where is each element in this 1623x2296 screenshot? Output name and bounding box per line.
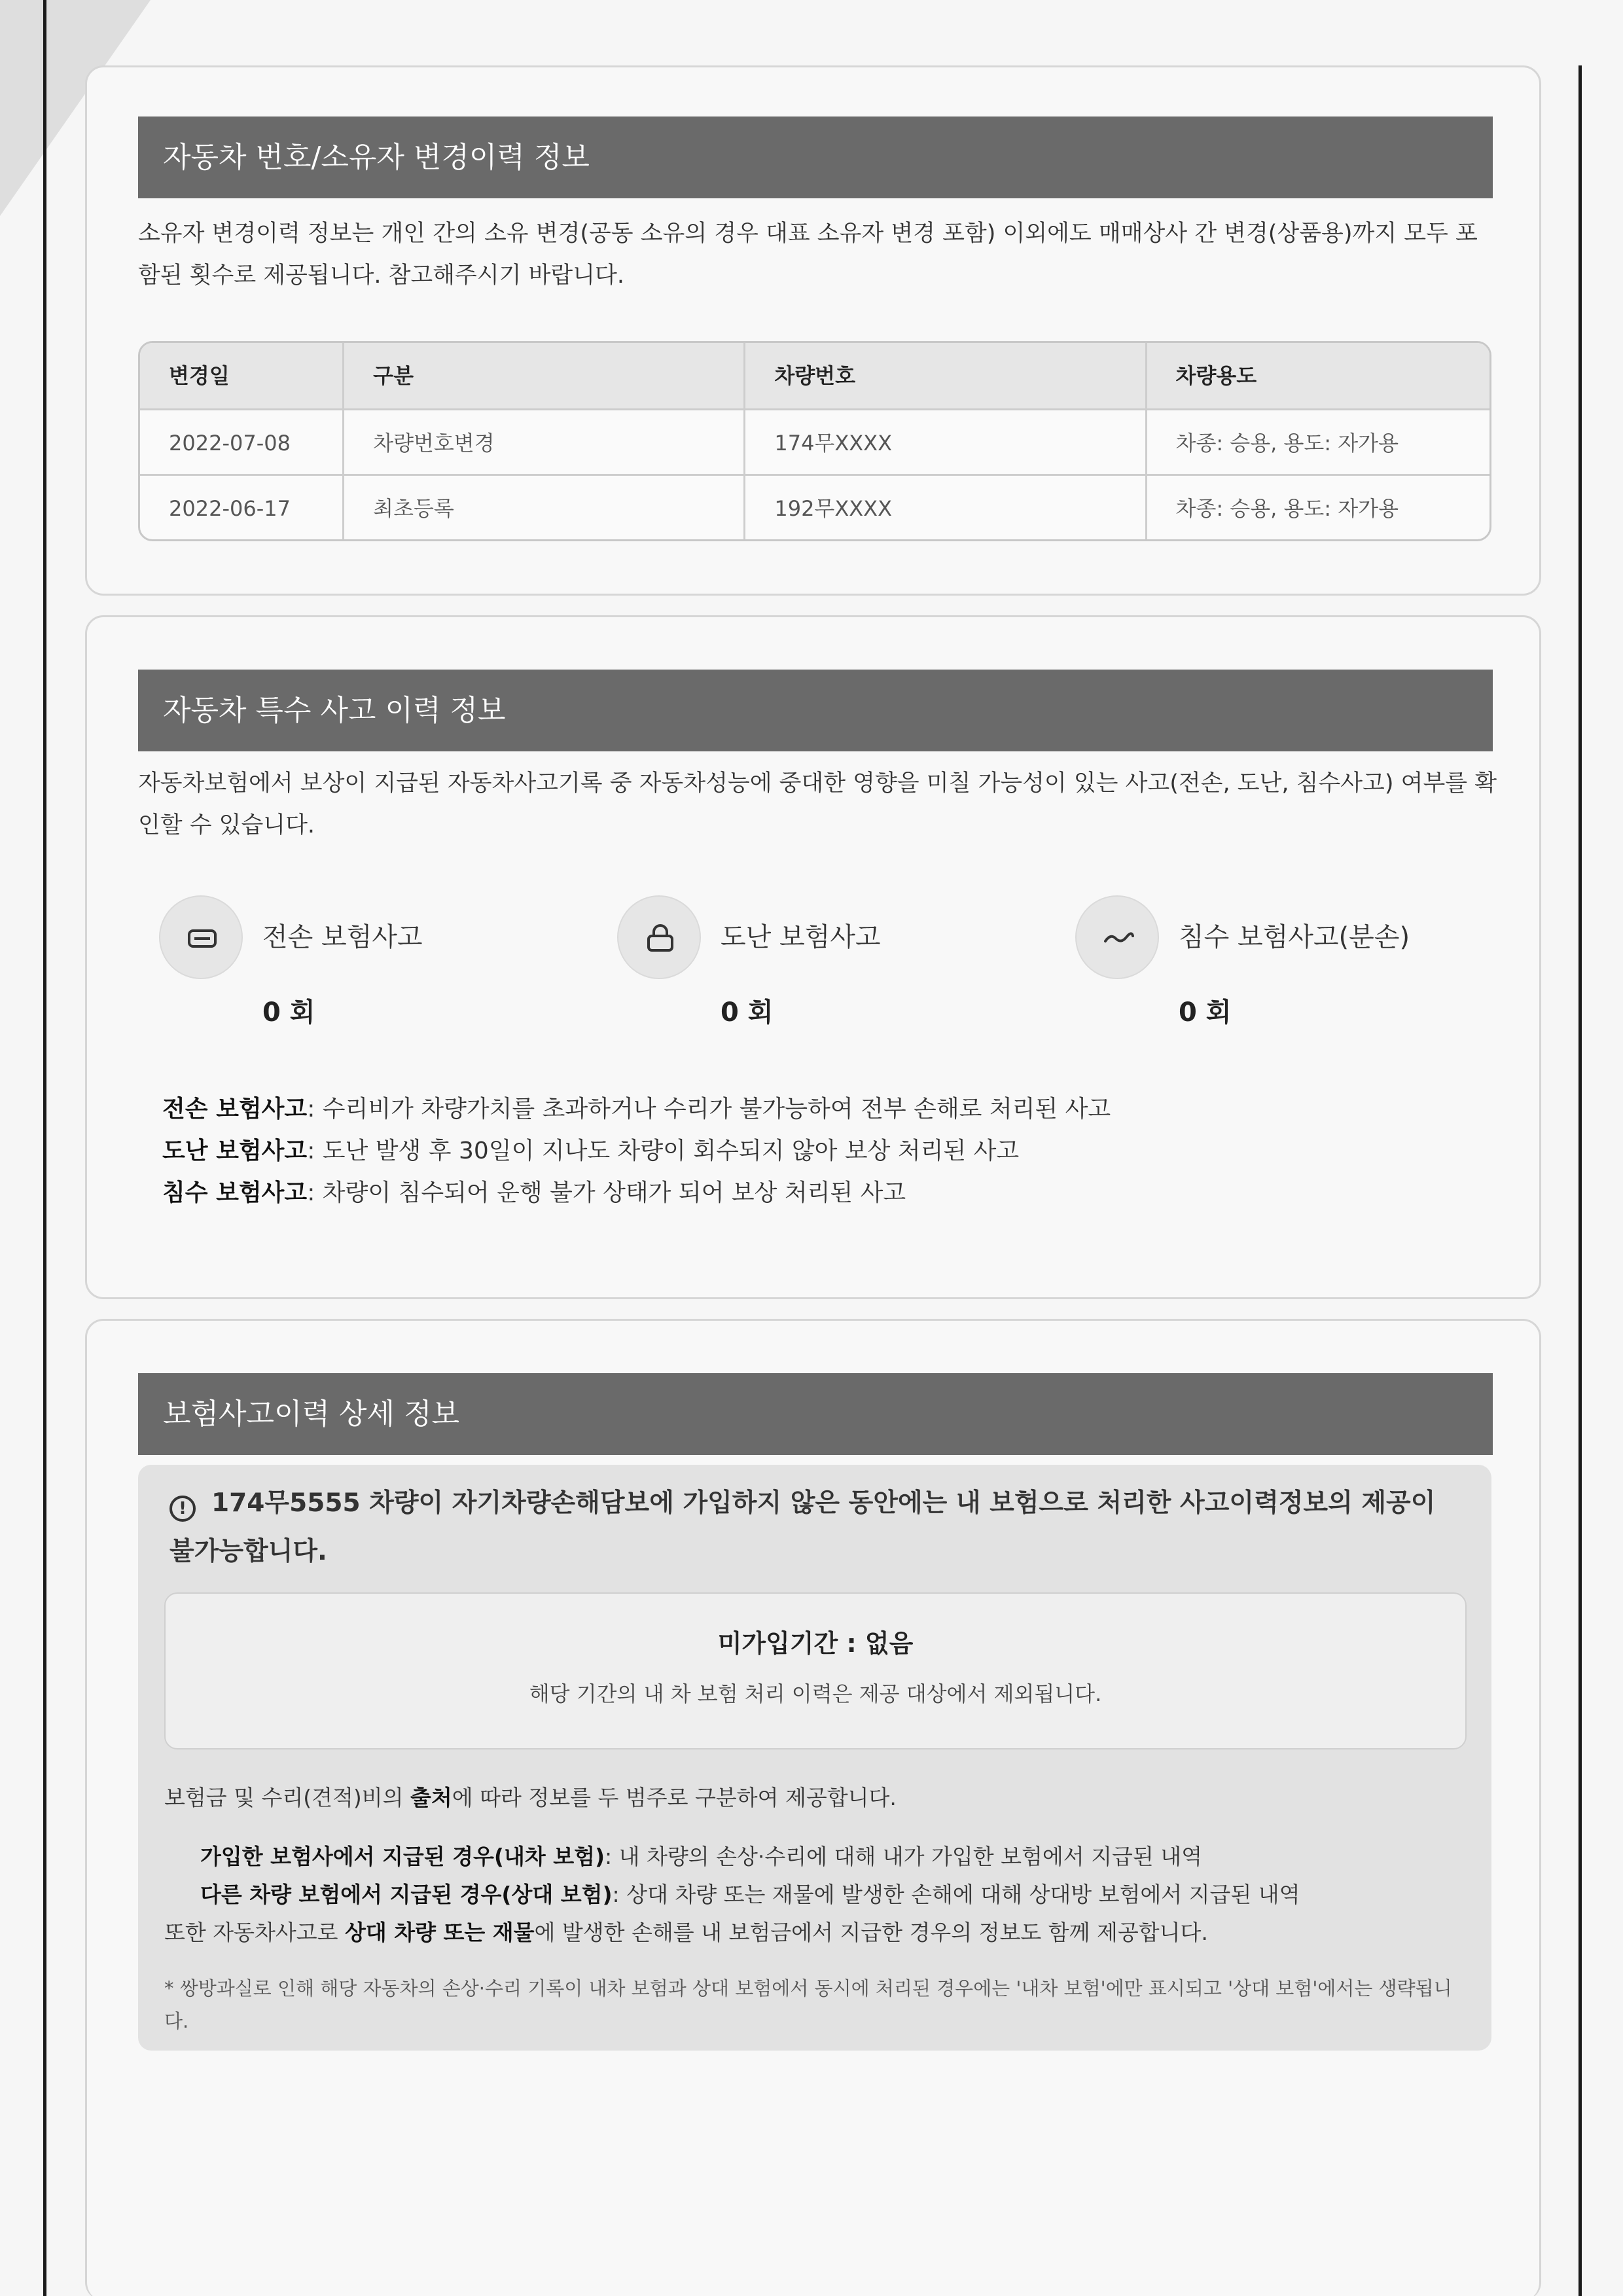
scan-edge-right	[1578, 65, 1582, 2296]
card-icon	[159, 895, 243, 979]
accident-label: 도난 보험사고	[721, 922, 881, 952]
definition-term: 전손 보험사고	[162, 1096, 308, 1122]
text: : 상대 차량 또는 재물에 발생한 손해에 대해 상대방 보험에서 지급된 내역	[612, 1882, 1300, 1907]
accident-label: 전손 보험사고	[262, 922, 423, 952]
flood-item	[1075, 895, 1494, 1066]
table-cell: 차종: 승용, 용도: 자가용	[1145, 476, 1489, 539]
theft-item	[617, 895, 1036, 1066]
source-paragraph	[164, 1779, 1473, 1817]
ownership-table	[138, 341, 1491, 541]
accident-count: 0 회	[1179, 997, 1232, 1028]
additional-paragraph	[164, 1914, 1473, 1952]
column-header: 차량번호	[743, 343, 1145, 408]
text-bold: 다른 차량 보험에서 지급된 경우(상대 보험)	[200, 1882, 613, 1907]
column-header: 변경일	[169, 363, 230, 388]
table-cell: 차량번호변경	[342, 410, 743, 474]
lock-icon	[617, 895, 701, 979]
section-title: 자동차 번호/소유자 변경이력 정보	[138, 117, 1493, 198]
table-row	[140, 408, 1489, 474]
scan-edge-left	[43, 0, 46, 2296]
text: : 내 차량의 손상·수리에 대해 내가 가입한 보험에서 지급된 내역	[605, 1844, 1203, 1869]
table-cell: 최초등록	[342, 476, 743, 539]
text: 또한 자동차사고로	[164, 1920, 346, 1945]
section-description: 소유자 변경이력 정보는 개인 간의 소유 변경(공동 소유의 경우 대표 소유자 변경 포함) 이외에도 매매상사 간 변경(상품용)까지 모두 포함된 횟수로 제공됩니다. 참고해주시기 바랍니다.	[138, 221, 1478, 289]
column-header: 구분	[342, 343, 743, 408]
table-cell: 2022-06-17	[169, 496, 291, 521]
column-header: 차량용도	[1145, 343, 1489, 408]
table-cell: 192무XXXX	[743, 476, 1145, 539]
insurance-detail-card	[85, 1319, 1541, 2296]
definition-term: 침수 보험사고	[162, 1179, 308, 1206]
uninsured-period-box	[164, 1592, 1467, 1749]
section-title: 보험사고이력 상세 정보	[138, 1373, 1493, 1455]
notice-text	[169, 1479, 1452, 1576]
ownership-history-card	[85, 65, 1541, 596]
text: 보험금 및 수리(견적)비의	[164, 1785, 410, 1810]
definition-text: : 도난 발생 후 30일이 지나도 차량이 회수되지 않아 보상 처리된 사고	[307, 1138, 1020, 1164]
info-icon: !	[169, 1496, 196, 1522]
definition-item	[162, 1088, 1111, 1130]
own-insurance-item	[200, 1838, 1509, 1876]
definitions-list	[162, 1088, 1111, 1214]
detail-panel	[138, 1465, 1491, 2051]
text: 에 따라 정보를 두 범주로 구분하여 제공합니다.	[452, 1785, 897, 1810]
accident-count: 0 회	[262, 997, 315, 1028]
table-cell: 174무XXXX	[743, 410, 1145, 474]
accident-label: 침수 보험사고(분손)	[1179, 922, 1410, 952]
section-description: 자동차보험에서 보상이 지급된 자동차사고기록 중 자동차성능에 중대한 영향을 미칠 가능성이 있는 사고(전손, 도난, 침수사고) 여부를 확인할 수 있습니다.	[138, 770, 1497, 838]
table-header-row	[140, 343, 1489, 408]
text-bold: 상대 차량 또는 재물	[345, 1920, 535, 1945]
text: 에 발생한 손해를 내 보험금에서 지급한 경우의 정보도 함께 제공합니다.	[534, 1920, 1208, 1945]
definition-item	[162, 1130, 1111, 1172]
text-bold: 출처	[410, 1785, 452, 1810]
total-loss-item	[159, 895, 578, 1066]
definition-term: 도난 보험사고	[162, 1138, 308, 1164]
uninsured-period-note: 해당 기간의 내 차 보험 처리 이력은 제공 대상에서 제외됩니다.	[529, 1681, 1102, 1706]
table-cell: 2022-07-08	[169, 431, 291, 456]
text-bold: 가입한 보험사에서 지급된 경우(내차 보험)	[200, 1844, 605, 1869]
table-row	[140, 474, 1489, 539]
uninsured-period-title: 미가입기간 : 없음	[717, 1629, 914, 1658]
special-accident-card	[85, 615, 1541, 1299]
definition-item	[162, 1172, 1111, 1214]
table-cell: 차종: 승용, 용도: 자가용	[1145, 410, 1489, 474]
definition-text: : 수리비가 차량가치를 초과하거나 수리가 불가능하여 전부 손해로 처리된 사고	[307, 1096, 1111, 1122]
footnote: * 쌍방과실로 인해 해당 자동차의 손상·수리 기록이 내차 보험과 상대 보험에서 동시에 처리된 경우에는 '내차 보험'에만 표시되고 '상대 보험'에서는 생략됩니다.	[164, 1977, 1452, 2032]
accident-count: 0 회	[721, 997, 774, 1028]
wave-icon	[1075, 895, 1159, 979]
definition-text: : 차량이 침수되어 운행 불가 상태가 되어 보상 처리된 사고	[307, 1179, 906, 1206]
section-title: 자동차 특수 사고 이력 정보	[138, 670, 1493, 751]
other-insurance-item	[200, 1876, 1509, 1914]
notice-message: 174무5555 차량이 자기차량손해담보에 가입하지 않은 동안에는 내 보험으로 처리한 사고이력정보의 제공이 불가능합니다.	[169, 1488, 1436, 1566]
